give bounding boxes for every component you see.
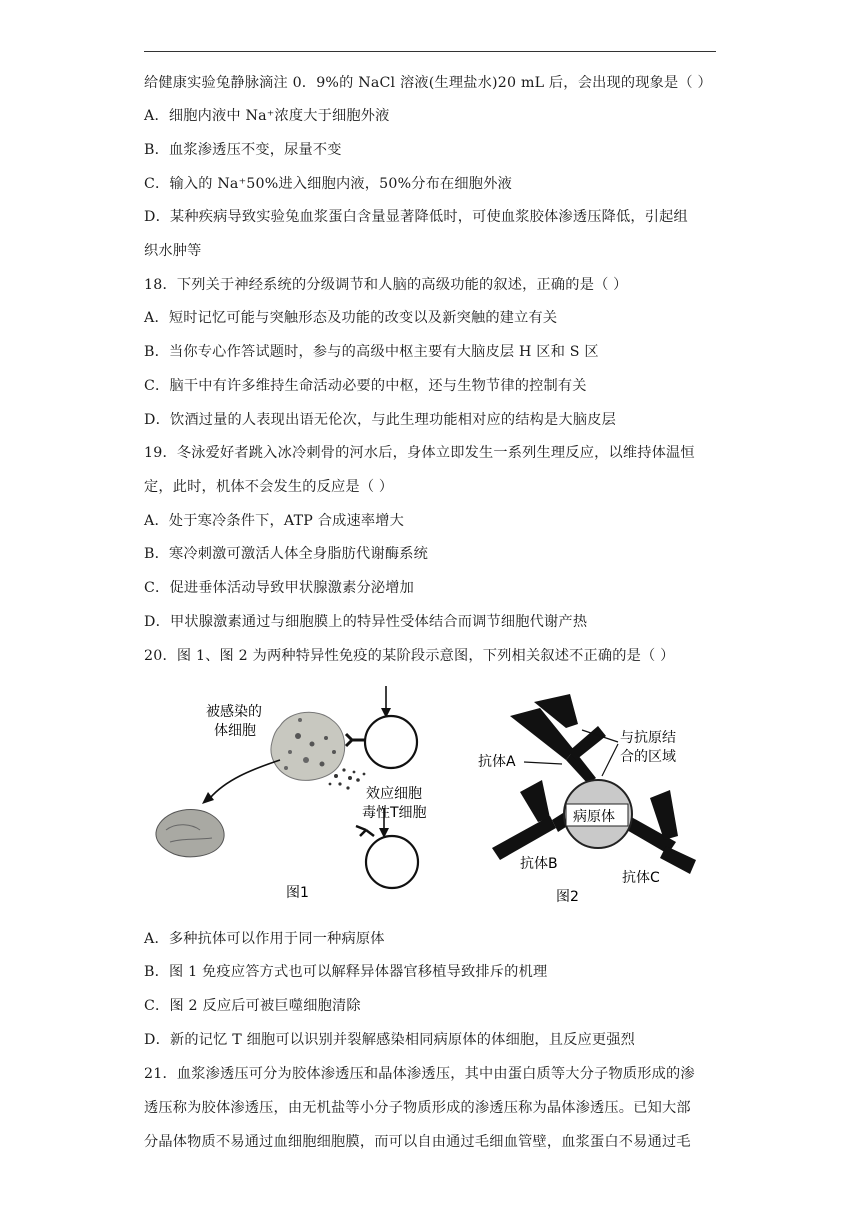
q17-option-b: B．血浆渗透压不变，尿量不变 <box>144 142 342 158</box>
figure-1 <box>140 680 460 910</box>
antibody-c-icon <box>620 790 696 874</box>
label-pathogen: 病原体 <box>573 809 615 825</box>
q21-line1: 21．血浆渗透压可分为胶体渗透压和晶体渗透压，其中由蛋白质等大分子物质形成的渗 <box>144 1066 695 1082</box>
q18-option-b: B．当你专心作答试题时，参与的高级中枢主要有大脑皮层 H 区和 S 区 <box>144 344 599 360</box>
q18-option-c: C．脑干中有许多维持生命活动必要的中枢，还与生物节律的控制有关 <box>144 378 587 394</box>
q18-option-a: A．短时记忆可能与突触形态及功能的改变以及新突触的建立有关 <box>144 310 558 326</box>
effector-t-cell-bottom <box>366 836 418 888</box>
q17-stem: 给健康实验兔静脉滴注 0．9%的 NaCl 溶液(生理盐水)20 mL 后，会出现的现象是（ ） <box>144 75 712 91</box>
infected-cell <box>271 712 345 780</box>
label-infected-line1: 被感染的 <box>206 704 262 720</box>
q19-option-d: D．甲状腺激素通过与细胞膜上的特异性受体结合而调节细胞代谢产热 <box>144 614 588 630</box>
q17-option-c: C．输入的 Na⁺50%进入细胞内液，50%分布在细胞外液 <box>144 176 512 192</box>
small-receptor-icon <box>356 826 374 836</box>
arrow-curve-left <box>210 760 280 798</box>
q20-option-a: A．多种抗体可以作用于同一种病原体 <box>144 931 385 947</box>
figure-2-caption: 图2 <box>556 889 579 905</box>
q21-line2: 透压称为胶体渗透压，由无机盐等小分子物质形成的渗透压称为晶体渗透压。已知大部 <box>144 1100 691 1116</box>
label-antibody-b: 抗体B <box>520 856 558 872</box>
header-rule <box>144 51 716 52</box>
figure-2 <box>470 680 720 910</box>
label-infected-line2: 体细胞 <box>214 723 256 739</box>
q19-stem-line2: 定，此时，机体不会发生的反应是（ ） <box>144 479 394 495</box>
q17-option-a: A．细胞内液中 Na⁺浓度大于细胞外液 <box>144 108 390 124</box>
q18-option-d: D．饮酒过量的人表现出语无伦次，与此生理功能相对应的结构是大脑皮层 <box>144 412 616 428</box>
q19-option-c: C．促进垂体活动导致甲状腺激素分泌增加 <box>144 580 415 596</box>
q20-option-c: C．图 2 反应后可被巨噬细胞清除 <box>144 998 361 1014</box>
q19-option-b: B．寒冷刺激可激活人体全身脂肪代谢酶系统 <box>144 546 428 562</box>
q21-line3: 分晶体物质不易通过血细胞细胞膜，而可以自由通过毛细血管壁，血浆蛋白不易通过毛 <box>144 1134 691 1150</box>
q19-option-a: A．处于寒冷条件下，ATP 合成速率增大 <box>144 513 405 529</box>
effector-t-cell-top <box>365 716 417 768</box>
q18-stem: 18．下列关于神经系统的分级调节和人脑的高级功能的叙述，正确的是（ ） <box>144 277 628 293</box>
figure-1-caption: 图1 <box>286 885 309 901</box>
lysed-cell <box>156 810 224 857</box>
label-effector-line1: 效应细胞 <box>366 786 422 802</box>
q19-stem-line1: 19．冬泳爱好者跳入冰冷刺骨的河水后，身体立即发生一系列生理反应，以维持体温恒 <box>144 445 695 461</box>
label-effector-line2: 毒性T细胞 <box>362 805 427 821</box>
q17-option-d: D．某种疾病导致实验兔血浆蛋白含量显著降低时，可使血浆胶体渗透压降低，引起组 <box>144 209 688 225</box>
label-region-line1: 与抗原结 <box>620 730 676 746</box>
q20-option-d: D．新的记忆 T 细胞可以识别并裂解感染相同病原体的体细胞，且反应更强烈 <box>144 1032 636 1048</box>
q20-stem: 20．图 1、图 2 为两种特异性免疫的某阶段示意图，下列相关叙述不正确的是（ ） <box>144 648 675 664</box>
q17-option-d-cont: 织水肿等 <box>144 243 202 259</box>
label-antibody-c: 抗体C <box>622 870 660 886</box>
pointer-region-2 <box>602 744 618 776</box>
q20-option-b: B．图 1 免疫应答方式也可以解释异体器官移植导致排斥的机理 <box>144 964 548 980</box>
label-antibody-a: 抗体A <box>478 754 516 770</box>
pointer-antibody-a <box>524 762 562 764</box>
tcr-receptor-icon <box>346 734 365 746</box>
label-region-line2: 合的区域 <box>620 749 676 765</box>
arrow-head-left <box>202 792 214 804</box>
antibody-a-icon <box>510 694 606 784</box>
